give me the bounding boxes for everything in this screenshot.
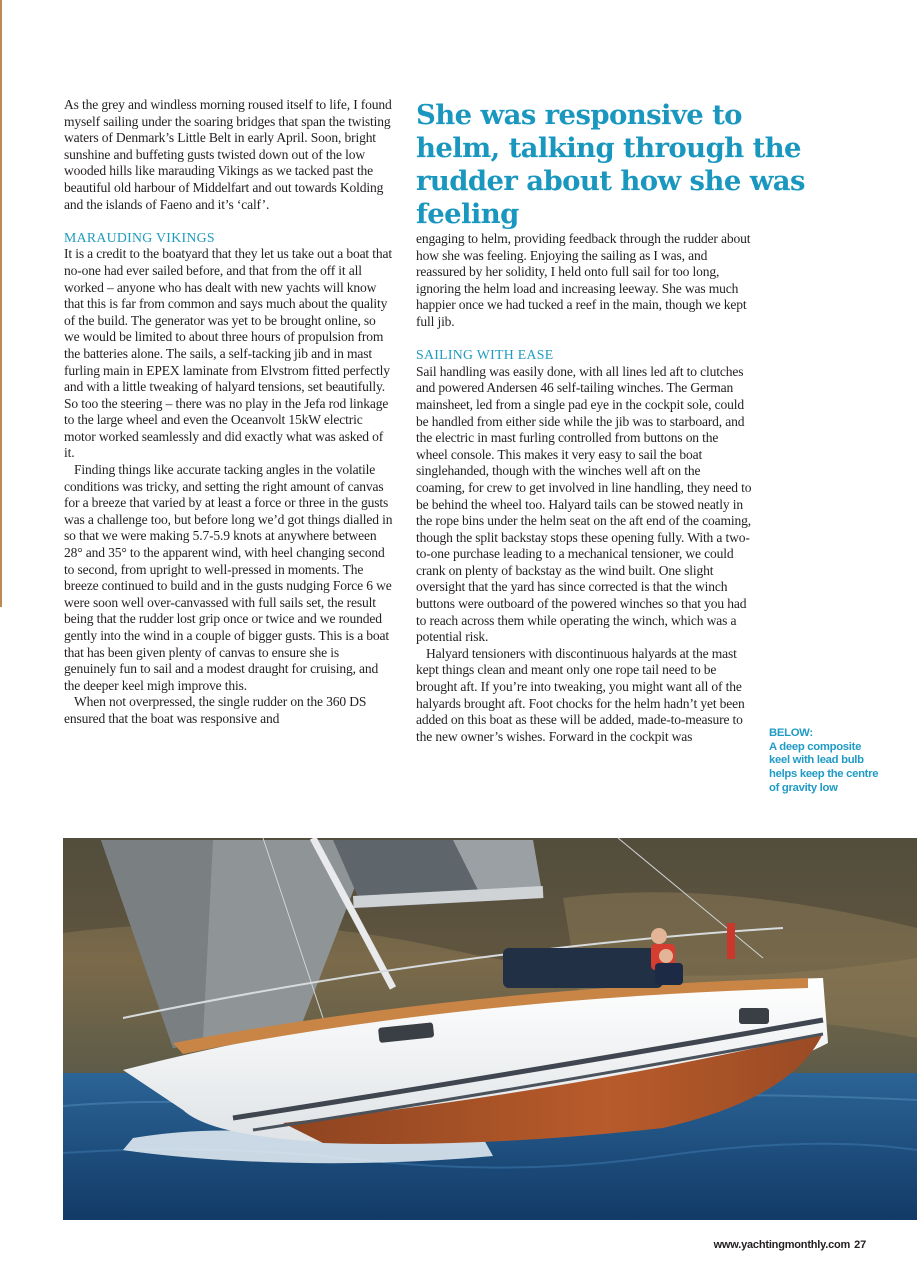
- section-heading-marauding-vikings: MARAUDING VIKINGS: [64, 229, 215, 245]
- left-column: [64, 97, 394, 728]
- section-heading-sailing-with-ease: SAILING WITH EASE: [416, 347, 554, 363]
- yacht-photo: [63, 838, 917, 1220]
- intro-paragraph: As the grey and windless morning roused itself to life, I found myself sailing under the soaring bridges that span the twisting waters of Denmark’s Little Belt in early April. Soon, bright sunshine and buffeting gusts twisted down out of the low wooded hills like marauding Vikings as we tacked past the beautiful old harbour of Middelfart and out towards Kolding and the islands of Faeno and it’s ‘calf’.: [64, 97, 392, 212]
- photo-caption: [769, 727, 879, 796]
- website-url: www.yachtingmonthly.com: [713, 1239, 851, 1251]
- sprayhood: [503, 948, 663, 988]
- body-paragraph: Finding things like accurate tacking angles in the volatile conditions was tricky, and setting the right amount of canvas for a breeze that varied by at least a force or three in the gusts was a challenge too, but before long we’d got things dialled in so that we were making 5.7-5.9 knots at anywhere between 28° and 35° to the apparent wind, with heel changing second to second, from upright to well-pressed in moments. The breeze continued to build and in the gusts nudging Force 6 we were soon well over-canvassed with full sails set, the result being that the rudder lost grip once or twice and we rounded gently into the wind in a couple of bigger gusts. This is a boat that has been given plenty of canvas to ensure she is genuinely fun to sail and a modest draught for cruising, and the deeper keel migh improve this.: [64, 462, 393, 693]
- body-paragraph: Halyard tensioners with discontinuous halyards at the mast kept things clean and meant only one rope tail need to be brought aft. If you’re into tweaking, you might want all of the halyards brought aft. Foot chocks for the helm hadn’t yet been added on this boat as these will be added, made-to-measure to the new owner’s wishes. Forward in the cockpit was: [416, 645, 745, 744]
- body-paragraph: When not overpressed, the single rudder on the 360 DS ensured that the boat was responsive and: [64, 694, 367, 726]
- red-ensign: [727, 923, 735, 959]
- hull-window: [739, 1008, 769, 1024]
- body-paragraph: engaging to helm, providing feedback through the rudder about how she was feeling. Enjoying the sailing as I was, and reassured by her solidity, I held onto full sail for too long, ignoring the helm load and increasing leeway. She was much happier once we had tucked a reef in the main, though we kept full jib.: [416, 231, 751, 329]
- pull-quote: She was responsive to helm, talking through the rudder about how she was feeling: [416, 99, 805, 230]
- body-paragraph: It is a credit to the boatyard that they let us take out a boat that no-one had ever sailed before, and that from the off it all worked – anyone who has dealt with new yachts will know that this is far from common and says much about the quality of the build. The generator was yet to be brought online, so we would be limited to about three hours of propulsion from the batteries alone. The sails, a self-tacking jib and in mast furling main in EPEX laminate from Elvstrom fitted perfectly and with a little tweaking of halyard tensions, set beautifully. So too the steering – there was no play in the Jefa rod linkage to the large wheel and even the Oceanvolt 15kW electric motor worked seamlessly and did exactly what was asked of it.: [64, 246, 392, 461]
- page-edge-rule: [0, 0, 2, 607]
- caption-text: A deep composite keel with lead bulb helps keep the centre of gravity low: [769, 740, 879, 794]
- caption-label: BELOW:: [769, 727, 813, 739]
- crew-head: [659, 949, 673, 963]
- page-number: 27: [854, 1239, 866, 1251]
- page-footer: [714, 1239, 866, 1251]
- right-column: [416, 231, 752, 745]
- crew-jacket: [655, 963, 683, 985]
- crew-head: [651, 928, 667, 944]
- body-paragraph: Sail handling was easily done, with all lines led aft to clutches and powered Andersen 46 self-tailing winches. The German mainsheet, led from a single pad eye in the cockpit sole, could be handled from either side while the jib was to starboard, and the electric in mast furling controlled from buttons on the wheel console. This makes it very easy to sail the boat singlehanded, though with the winches well aft on the coaming, for crew to get involved in line handling, they need to be behind the wheel too. Halyard tails can be stowed neatly in the rope bins under the helm seat on the aft end of the coaming, though the split backstay stops these opening fully. With a two-to-one purchase leading to a mechanical tensioner, we could crank on plenty of backstay as the wind built. One slight oversight that the yard has since corrected is that the winch buttons were outboard of the powered winches so that you had to reach across them while operating the winch, which was a potential risk.: [416, 363, 752, 645]
